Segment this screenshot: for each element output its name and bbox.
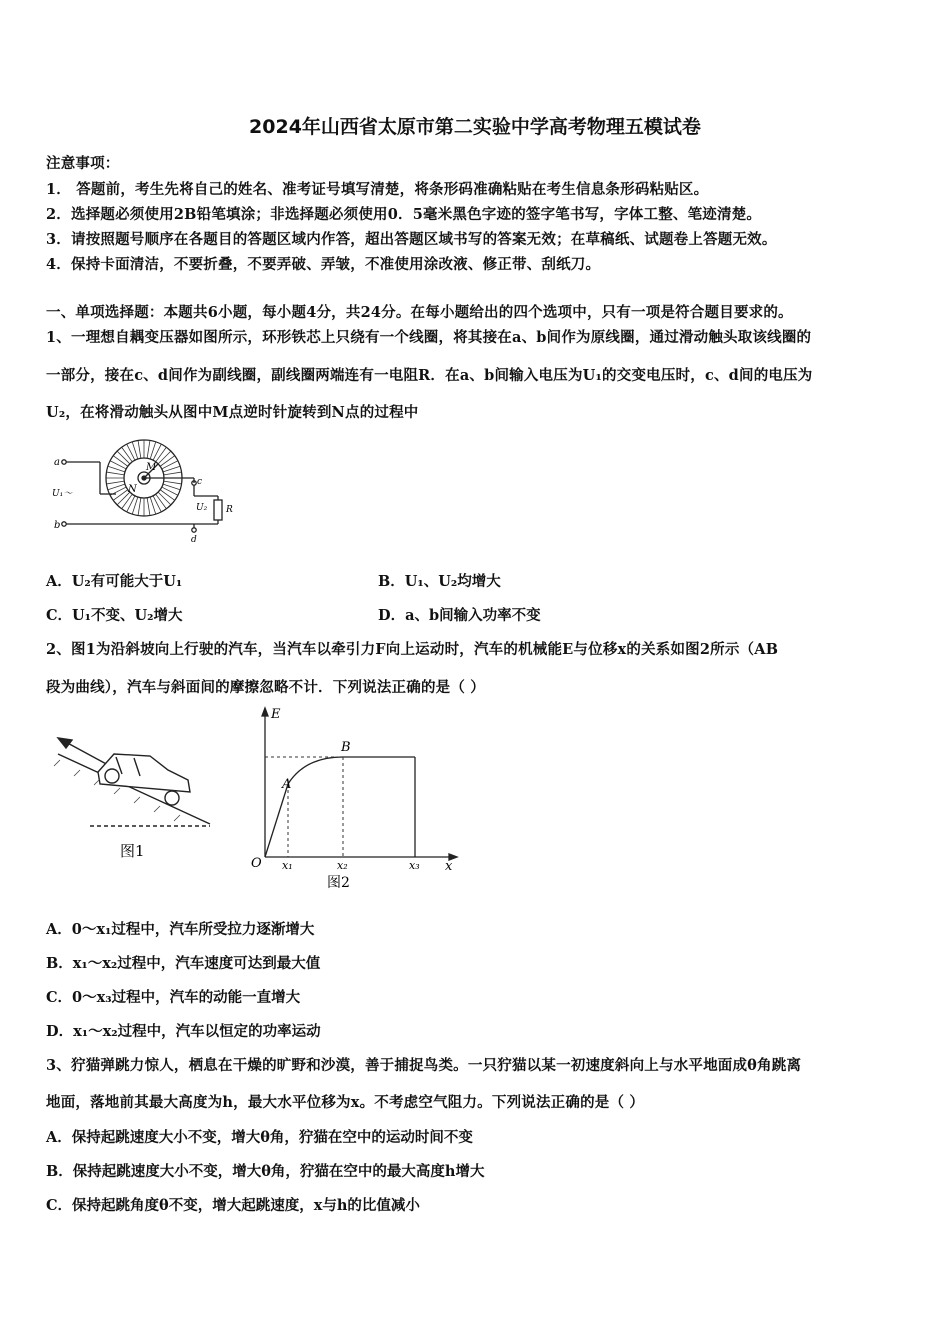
graph-xlabel: x [445, 859, 453, 874]
label-d: d [191, 535, 197, 545]
label-c: c [197, 477, 203, 487]
section-heading: 一、单项选择题：本题共6小题，每小题4分，共24分。在每小题给出的四个选项中，只有一项是符合题目要求的。 [46, 304, 793, 321]
label-N: N [128, 484, 137, 495]
question-2-text: 段为曲线），汽车与斜面间的摩擦忽略不计．下列说法正确的是（ ） [46, 679, 485, 696]
graph-origin: O [251, 856, 262, 871]
q2-option-b: B．x₁～x₂过程中，汽车速度可达到最大值 [46, 955, 321, 972]
point-A: A [282, 777, 292, 792]
coil-winding [117, 451, 130, 464]
coil-winding [106, 472, 124, 475]
coil-winding [122, 494, 133, 509]
q2-option-a: A．0～x₁过程中，汽车所受拉力逐渐增大 [46, 921, 315, 938]
question-1-text: U₂，在将滑动触头从图中M点逆时针旋转到N点的过程中 [46, 404, 419, 421]
coil-winding [160, 490, 175, 501]
notice-item: 1． 答题前，考生先将自己的姓名、准考证号填写清楚，将条形码准确粘贴在考生信息条形码粘贴区。 [46, 181, 709, 198]
autotransformer-figure [46, 438, 246, 546]
notice-item: 2．选择题必须使用2B铅笔填涂；非选择题必须使用0．5毫米黑色字迹的签字笔书写，字体工整、笔迹清楚。 [46, 206, 762, 223]
tick-x3: x₃ [409, 859, 420, 872]
q3-option-b: B．保持起跳速度大小不变，增大θ角，狞猫在空中的最大高度h增大 [46, 1163, 485, 1180]
coil-winding [158, 492, 171, 505]
coil-winding [147, 498, 150, 516]
car-slope-figure [50, 730, 220, 865]
coil-winding [113, 490, 128, 501]
tick-x1: x₁ [282, 859, 293, 872]
q1-option-d: D．a、b间输入功率不变 [378, 607, 541, 624]
point-B: B [341, 740, 351, 755]
coil-winding [113, 456, 128, 467]
question-3-text: 3、狞猫弹跳力惊人，栖息在干燥的旷野和沙漠，善于捕捉鸟类。一只狞猫以某一初速度斜向上与水平地面成θ角跳离 [46, 1057, 802, 1074]
question-1-text: 一部分，接在c、d间作为副线圈，副线圈两端连有一电阻R．在a、b间输入电压为U₁的交变电压时，c、d间的电压为 [46, 367, 813, 384]
coil-winding [106, 481, 124, 484]
figure-2-caption: 图2 [327, 875, 350, 891]
q1-option-c: C．U₁不变、U₂增大 [46, 607, 183, 624]
notice-item: 4．保持卡面清洁，不要折叠，不要弄破、弄皱，不准使用涂改液、修正带、刮纸刀。 [46, 256, 601, 273]
coil-winding [138, 498, 141, 516]
q2-option-d: D．x₁～x₂过程中，汽车以恒定的功率运动 [46, 1023, 321, 1040]
q1-option-a: A．U₂有可能大于U₁ [46, 573, 183, 590]
coil-winding [156, 494, 167, 509]
notice-heading: 注意事项： [46, 155, 120, 172]
question-2-text: 2、图1为沿斜坡向上行驶的汽车，当汽车以牵引力F向上运动时，汽车的机械能E与位移x的关系如图2所示（AB [46, 641, 779, 658]
question-1-text: 1、一理想自耦变压器如图所示，环形铁芯上只绕有一个线圈，将其接在a、b间作为原线圈，通过滑动触头取该线圈的 [46, 329, 812, 346]
coil-winding [156, 447, 167, 462]
tick-x2: x₂ [337, 859, 348, 872]
coil-winding [122, 447, 133, 462]
label-R: R [226, 505, 233, 515]
q3-option-a: A．保持起跳速度大小不变，增大θ角，狞猫在空中的运动时间不变 [46, 1129, 473, 1146]
label-U1: U₁～ [52, 489, 73, 499]
page-title: 2024年山西省太原市第二实验中学高考物理五模试卷 [249, 116, 701, 138]
notice-item: 3．请按照题号顺序在各题目的答题区域内作答，超出答题区域书写的答案无效；在草稿纸、试题卷上答题无效。 [46, 231, 777, 248]
energy-graph [245, 702, 475, 892]
label-U2: U₂ [196, 503, 208, 513]
graph-ylabel: E [271, 707, 281, 722]
label-M: M [146, 462, 157, 473]
coil-winding [164, 472, 182, 475]
q2-option-c: C．0～x₃过程中，汽车的动能一直增大 [46, 989, 301, 1006]
coil-winding [164, 481, 182, 484]
q1-option-b: B．U₁、U₂均增大 [378, 573, 501, 590]
label-b: b [54, 520, 61, 531]
label-a: a [54, 457, 60, 468]
coil-winding [160, 456, 175, 467]
coil-winding [138, 440, 141, 458]
figure-1-caption: 图1 [120, 842, 145, 860]
question-3-text: 地面，落地前其最大高度为h，最大水平位移为x。不考虑空气阻力。下列说法正确的是（ ） [46, 1094, 645, 1111]
q3-option-c: C．保持起跳角度θ不变，增大起跳速度，x与h的比值减小 [46, 1197, 420, 1214]
coil-winding [147, 440, 150, 458]
coil-winding [158, 451, 171, 464]
